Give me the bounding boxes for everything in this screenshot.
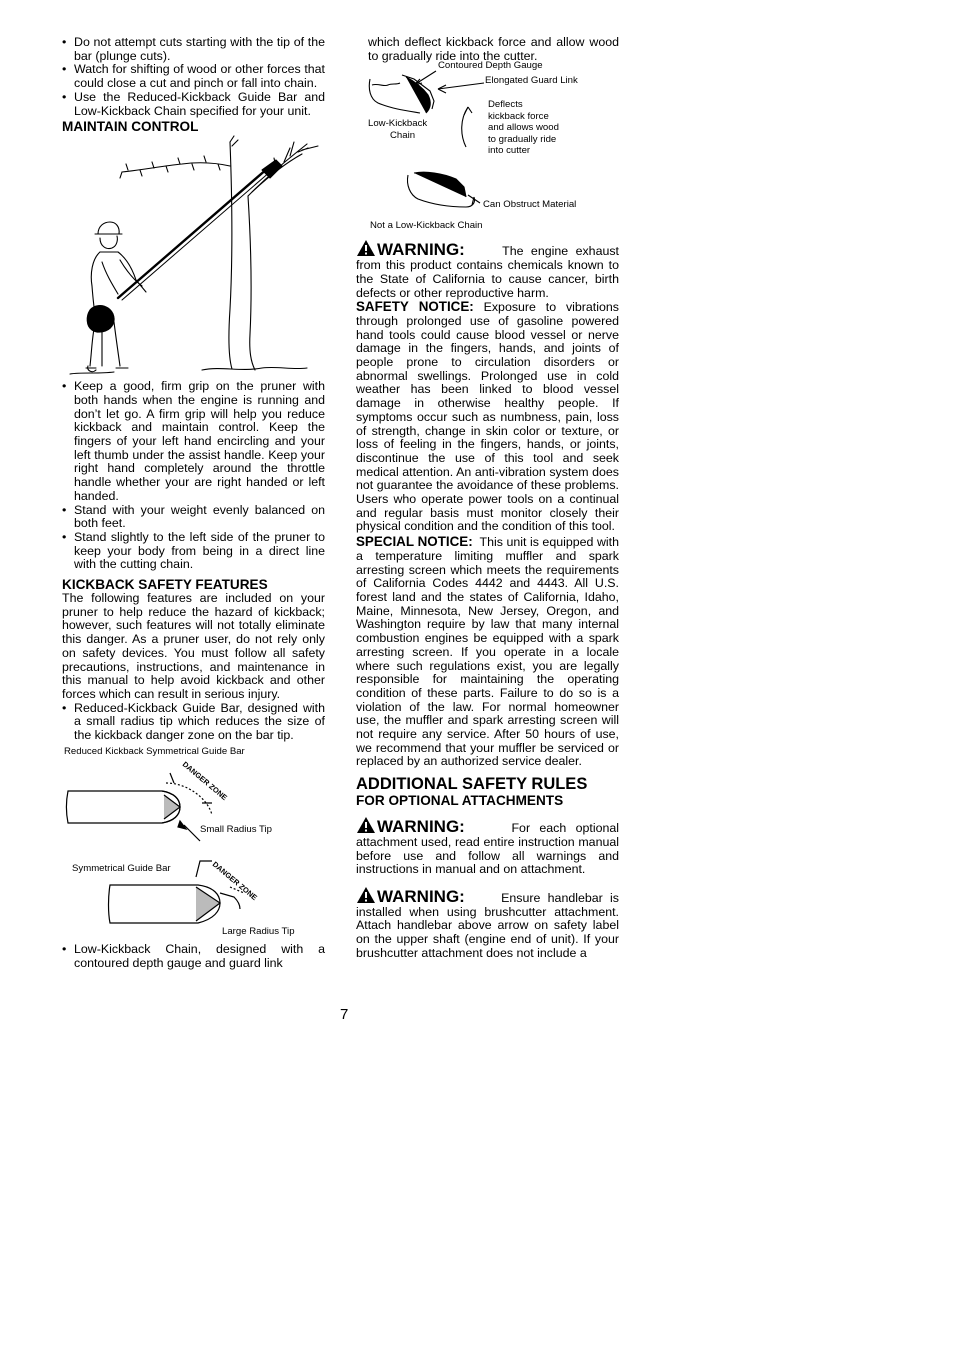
large-radius-tip-label: Large Radius Tip bbox=[222, 925, 295, 937]
warning-attachments bbox=[356, 816, 619, 877]
danger-zone-label: DANGER ZONE bbox=[210, 859, 259, 902]
chain-continued-text: which deflect kickback force and allow wood to gradually ride into the cutter. bbox=[368, 35, 619, 63]
not-low-kickback-label: Not a Low-Kickback Chain bbox=[370, 220, 483, 232]
deflects-label-1: Deflects bbox=[488, 99, 523, 111]
chain-comparison-figure bbox=[356, 60, 619, 237]
list-item: • Reduced-Kickback Guide Bar, designed with a small radius tip which reduces the size of the kickback danger zone on the bar tip. bbox=[62, 702, 325, 743]
list-item: • Low-Kickback Chain, designed with a contoured depth gauge and guard link bbox=[62, 943, 325, 970]
kickback-features-heading: KICKBACK SAFETY FEATURES bbox=[62, 577, 268, 593]
warning-text: The engine exhaust from this product contains chemicals known to the State of California to cause cancer, birth defects or other reproductive harm. bbox=[356, 244, 619, 300]
low-kickback-label-2: Chain bbox=[390, 130, 416, 142]
symmetrical-guide-bar-figure bbox=[62, 857, 325, 939]
figure-title: Reduced Kickback Symmetrical Guide Bar bbox=[64, 745, 245, 757]
safety-notice-text: Exposure to vibrations through prolonged use of gasoline powered hand tools could cause blood vessel or nerve damage in the fingers, hands, and joints of people prone to circulation disorders or abnormal swellings. Prolonged use in cold weather has been linked to blood vessel damage in otherwise healthy people. If symptoms occur such as numbness, pain, loss of strength, change in skin color or texture, or loss of feeling in the fingers, hands, or joints, discontinue the use of this tool and seek medical attention. An anti-vibration system does not guarantee the avoidance of these problems. Users who operate power tools on a continual and regular basis must monitor closely their physical condition and the condition of this tool. bbox=[356, 300, 619, 534]
warning-title: WARNING: bbox=[377, 817, 465, 837]
deflects-label-5: into cutter bbox=[488, 145, 531, 157]
warning-exhaust bbox=[356, 239, 619, 300]
special-notice bbox=[356, 535, 619, 769]
kickback-paragraph: The following features are included on your pruner to help reduce the hazard of kickback; however, such features will not totally eliminate this danger. As a pruner user, do not rely only on safety devices. You must follow all safety precautions, instructions, and maintenance in this manual to help avoid kickback and other forces which can result in serious injury. bbox=[62, 591, 325, 701]
small-radius-guide-bar-image bbox=[62, 743, 325, 857]
warning-text: Ensure handlebar is installed when using brushcutter attachment. Attach handlebar above arrow on safety label on the upper shaft (engine end of unit). If your brushcutter attachment does not include a bbox=[356, 890, 619, 960]
left-column bbox=[62, 36, 325, 970]
list-item: • Keep a good, firm grip on the pruner with both hands when the engine is running and don’t let go. A firm grip will help you reduce kickback and maintain control. Keep the fingers of your left hand encircling and your left thumb under the assist handle. Keep your right hand completely around the throttle handle whether your are right handed or left handed. bbox=[62, 380, 325, 503]
bullet-list-top bbox=[62, 36, 325, 118]
bullet-list-guidebar bbox=[62, 702, 325, 743]
list-item: • Use the Reduced-Kickback Guide Bar and Low-Kickback Chain specified for your unit. bbox=[62, 91, 325, 118]
operator-pruning-tree-image bbox=[62, 134, 325, 376]
warning-text: For each optional attachment used, read entire instruction manual before use and follow all warnings and instructions in manual and on attachment. bbox=[356, 821, 619, 877]
deflects-label-4: to gradually ride bbox=[488, 133, 557, 145]
list-item: • Stand slightly to the left side of the pruner to keep your body from being in a direct line with the cutting chain. bbox=[62, 531, 325, 572]
deflects-label-2: kickback force bbox=[488, 110, 549, 122]
special-notice-title: SPECIAL NOTICE: bbox=[356, 534, 473, 550]
bullet-list-chain bbox=[62, 943, 325, 970]
bullet-list-control bbox=[62, 380, 325, 572]
small-radius-tip-label: Small Radius Tip bbox=[200, 823, 272, 835]
safety-notice bbox=[356, 300, 619, 534]
safety-notice-title: SAFETY NOTICE: bbox=[356, 299, 474, 315]
warning-handlebar bbox=[356, 886, 619, 961]
danger-zone-label: DANGER ZONE bbox=[180, 759, 229, 802]
depth-gauge-label: Contoured Depth Gauge bbox=[438, 60, 543, 72]
pruner-operator-illustration bbox=[62, 134, 325, 376]
right-column bbox=[356, 36, 619, 960]
low-kickback-label: Low-Kickback bbox=[368, 118, 428, 130]
obstruct-label: Can Obstruct Material bbox=[483, 199, 577, 211]
optional-attachments-heading: FOR OPTIONAL ATTACHMENTS bbox=[356, 793, 564, 809]
reduced-kickback-guide-bar-figure bbox=[62, 743, 325, 857]
list-item: • Watch for shifting of wood or other forces that could close a cut and pinch or fall into chain. bbox=[62, 63, 325, 90]
warning-triangle-icon bbox=[356, 886, 376, 904]
warning-triangle-icon bbox=[356, 239, 376, 257]
maintain-control-heading: MAINTAIN CONTROL bbox=[62, 119, 199, 135]
deflects-label-3: and allows wood bbox=[488, 122, 559, 134]
list-item: • Stand with your weight evenly balanced on both feet. bbox=[62, 504, 325, 531]
figure-title: Symmetrical Guide Bar bbox=[72, 862, 171, 874]
special-notice-text: This unit is equipped with a temperature limiting muffler and spark arresting screen which meets the requirements of California Codes 4442 and 4443. All U.S. forest land and the states of California, Idaho, Maine, Minnesota, New Jersey, Oregon, and Washington require by law that many internal combustion engines be equipped with a spark arresting screen. If you operate in a locale where such regulations exist, you are legally responsible for maintaining the operating condition of these parts. Failure to do so is a violation of the law. For normal homeowner use, the muffler and spark arresting screen will not require any service. After 50 hours of use, we recommend that your muffler be serviced or replaced by an authorized service dealer. bbox=[356, 535, 619, 769]
warning-title: WARNING: bbox=[377, 886, 465, 906]
warning-triangle-icon bbox=[356, 816, 376, 834]
additional-safety-rules-heading: ADDITIONAL SAFETY RULES bbox=[356, 775, 588, 794]
page-number: 7 bbox=[340, 1006, 349, 1023]
warning-title: WARNING: bbox=[377, 240, 465, 260]
list-item: • Do not attempt cuts starting with the tip of the bar (plunge cuts). bbox=[62, 36, 325, 63]
guard-link-label: Elongated Guard Link bbox=[485, 75, 578, 87]
